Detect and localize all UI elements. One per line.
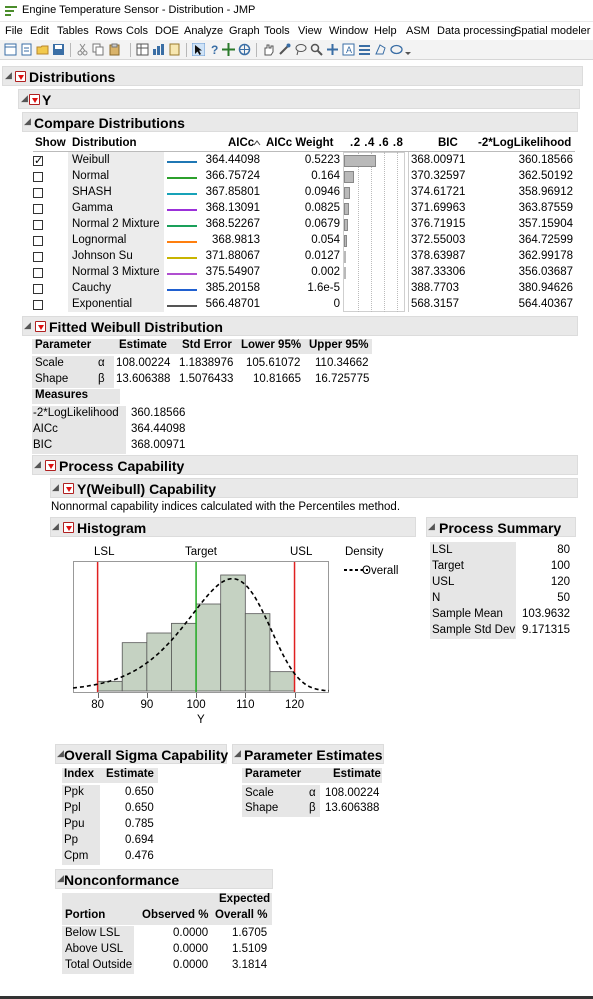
aicc-value: 566.48701	[205, 298, 260, 310]
new-data-table-icon[interactable]	[4, 43, 17, 56]
show-checkbox[interactable]	[33, 204, 43, 214]
sigma-estimate-value: 0.694	[125, 834, 154, 846]
disclosure-icon[interactable]: ◢	[24, 116, 31, 126]
usl-label: USL	[290, 546, 313, 558]
scale-lower95: 105.61072	[246, 357, 301, 369]
legend-overall-label: Overall	[362, 565, 399, 577]
sigma-estimate-value: 0.785	[125, 818, 154, 830]
show-checkbox[interactable]	[33, 300, 43, 310]
col-header-index: Index	[64, 768, 95, 780]
x-tick-label: 90	[140, 699, 154, 711]
lasso-icon[interactable]	[294, 43, 307, 56]
col-header-sigma-estimate: Estimate	[106, 768, 154, 780]
col-header-bic: BIC	[438, 137, 458, 149]
summary-label: N	[432, 592, 441, 604]
nonconf-portion-label: Above USL	[65, 943, 124, 955]
measure-label-aicc: AICc	[33, 423, 58, 435]
menu-graph[interactable]: Graph	[229, 25, 260, 37]
x-tick-mark	[295, 693, 296, 698]
save-icon[interactable]	[52, 43, 65, 56]
weight-grid-line	[358, 152, 359, 312]
disclosure-icon[interactable]: ◢	[57, 873, 64, 883]
aicc-weight-bar	[344, 171, 354, 183]
loglik-value: 362.99178	[518, 250, 573, 262]
histogram-bar	[270, 672, 295, 691]
weight-grid-line	[371, 152, 372, 312]
aicc-weight-bar	[344, 187, 350, 199]
disclosure-icon[interactable]: ◢	[34, 459, 41, 469]
annotate-icon[interactable]	[342, 43, 355, 56]
summary-label: Sample Std Dev	[432, 624, 516, 636]
col-header-loglik: -2*LogLikelihood	[478, 137, 572, 149]
summary-label: Target	[432, 560, 464, 572]
show-checkbox[interactable]	[33, 252, 43, 262]
param-est-scale-label: Scale	[245, 787, 274, 799]
menu-help[interactable]: Help	[374, 25, 397, 37]
col-header-show: Show	[35, 137, 66, 149]
menu-view[interactable]: View	[298, 25, 322, 37]
histogram-bar	[122, 643, 147, 691]
distributions-header[interactable]	[2, 66, 583, 86]
red-triangle-menu-icon[interactable]	[29, 94, 40, 105]
menu-tables[interactable]: Tables	[57, 25, 89, 37]
distribution-name[interactable]: Gamma	[72, 202, 113, 214]
parameter-estimates-title: Parameter Estimates	[244, 747, 383, 763]
summary-value: 100	[550, 560, 570, 572]
lsl-label: LSL	[94, 546, 115, 558]
summary-value: 9.171315	[522, 624, 570, 636]
measure-label-loglik: -2*LogLikelihood	[33, 407, 119, 419]
param-est-shape-label: Shape	[245, 802, 279, 814]
process-summary-header[interactable]	[426, 517, 576, 537]
show-checkbox[interactable]	[33, 284, 43, 294]
selection-tool-icon[interactable]	[222, 43, 235, 56]
col-header-expected: Expected	[219, 893, 271, 905]
measure-label-bic: BIC	[33, 439, 53, 451]
legend-color-swatch	[167, 305, 197, 307]
y-weibull-capability-header[interactable]	[50, 478, 578, 498]
jmp-app-icon	[5, 5, 17, 17]
histogram-bar	[171, 623, 196, 691]
measure-value-bic: 368.00971	[131, 439, 186, 451]
histogram-plot[interactable]	[73, 561, 329, 693]
show-checkbox[interactable]	[33, 172, 43, 182]
toolbar-separator	[70, 43, 71, 57]
param-est-alpha: α	[309, 787, 316, 799]
col-header-lower95: Lower 95%	[241, 339, 302, 351]
overall-sigma-header[interactable]	[55, 744, 227, 764]
menu-edit[interactable]: Edit	[30, 25, 49, 37]
compare-distributions-header[interactable]	[22, 112, 578, 132]
nonconformance-header[interactable]	[55, 869, 273, 889]
distributions-title: Distributions	[29, 69, 116, 85]
sigma-estimate-value: 0.650	[125, 786, 154, 798]
disclosure-icon[interactable]: ◢	[428, 521, 435, 531]
aicc-value: 367.85801	[205, 186, 260, 198]
grabber-hand-icon[interactable]	[262, 43, 275, 56]
disclosure-icon[interactable]: ◢	[234, 748, 241, 758]
aicc-value: 366.75724	[205, 170, 260, 182]
sigma-index-label: Cpm	[64, 850, 89, 862]
plus-tool-icon[interactable]	[326, 43, 339, 56]
summary-value: 103.9632	[522, 608, 570, 620]
new-script-icon[interactable]	[20, 43, 33, 56]
legend-color-swatch	[167, 161, 197, 163]
toolbar-overflow-icon[interactable]	[404, 43, 412, 56]
weight-grid-line	[384, 152, 385, 312]
aicc-weight-value: 0.0946	[304, 186, 340, 198]
sort-ascending-icon[interactable]	[253, 139, 261, 147]
aicc-weight-value: 0.054	[311, 234, 340, 246]
aicc-value: 371.88067	[205, 250, 260, 262]
aicc-value: 375.54907	[205, 266, 260, 278]
disclosure-icon[interactable]: ◢	[52, 482, 59, 492]
bic-value: 370.32597	[411, 170, 466, 182]
legend-color-swatch	[167, 241, 197, 243]
legend-color-swatch	[167, 225, 197, 227]
loglik-value: 362.50192	[518, 170, 573, 182]
aicc-weight-value: 0.5223	[304, 154, 340, 166]
toolbar	[0, 40, 593, 60]
y-title: Y	[42, 92, 52, 108]
bic-value: 387.33306	[411, 266, 466, 278]
aicc-weight-value: 0.0679	[304, 218, 340, 230]
crosshair-icon[interactable]	[238, 43, 251, 56]
aicc-weight-value: 0.164	[311, 170, 340, 182]
col-header-aicc[interactable]: AICc	[228, 137, 255, 149]
loglik-value: 358.96912	[518, 186, 573, 198]
bic-value: 568.3157	[411, 298, 459, 310]
aicc-value: 368.9813	[212, 234, 260, 246]
nonconf-portion-label: Below LSL	[65, 927, 120, 939]
nonconf-observed-value: 0.0000	[173, 959, 209, 971]
toolbar-separator	[186, 43, 187, 57]
red-triangle-menu-icon[interactable]	[63, 522, 74, 533]
window-title: Engine Temperature Sensor - Distribution - JMP	[22, 4, 256, 16]
scale-estimate: 108.00224	[116, 357, 171, 369]
distribution-name[interactable]: Lognormal	[72, 234, 127, 246]
loglik-value: 360.18566	[518, 154, 573, 166]
show-checkbox[interactable]	[33, 156, 43, 166]
loglik-value: 564.40367	[518, 298, 573, 310]
col-header-aicc-weight: AICc Weight	[266, 137, 334, 149]
nonconformance-title: Nonconformance	[64, 872, 180, 888]
menu-cols[interactable]: Cols	[126, 25, 149, 37]
col-header-parameter: Parameter	[35, 339, 92, 351]
nonconf-overall-value: 1.6705	[232, 927, 268, 939]
scale-upper95: 110.34662	[315, 357, 369, 369]
histogram-title: Histogram	[77, 520, 147, 536]
menu-data-processing[interactable]: Data processing	[437, 25, 517, 37]
nonconf-overall-value: 3.1814	[232, 959, 268, 971]
col-header-weight-axis: .2 .4 .6 .8	[350, 137, 404, 149]
aicc-weight-bar	[344, 267, 346, 279]
menu-tools[interactable]: Tools	[264, 25, 290, 37]
summary-label: LSL	[432, 544, 453, 556]
sigma-estimate-value: 0.650	[125, 802, 154, 814]
red-triangle-menu-icon[interactable]	[45, 460, 56, 471]
bic-value: 388.7703	[411, 282, 459, 294]
summary-value: 80	[557, 544, 570, 556]
disclosure-icon[interactable]: ◢	[5, 70, 12, 80]
x-tick-label: 120	[284, 699, 305, 711]
legend-color-swatch	[167, 289, 197, 291]
parameter-estimates-header[interactable]	[232, 744, 384, 764]
beta-symbol: β	[98, 373, 105, 385]
scale-std-error: 1.1838976	[179, 357, 234, 369]
distribution-name[interactable]: Normal 2 Mixture	[72, 218, 160, 230]
copy-icon[interactable]	[92, 43, 105, 56]
menu-spatial-modeler[interactable]: Spatial modeler	[514, 25, 591, 37]
param-scale-label: Scale	[35, 357, 64, 369]
red-triangle-menu-icon[interactable]	[35, 321, 46, 332]
bic-value: 368.00971	[411, 154, 466, 166]
polygon-tool-icon[interactable]	[374, 43, 387, 56]
toolbar-separator	[256, 43, 257, 57]
disclosure-icon[interactable]: ◢	[21, 93, 28, 103]
loglik-value: 364.72599	[518, 234, 573, 246]
x-tick-label: 110	[236, 699, 255, 711]
bic-value: 376.71915	[411, 218, 466, 230]
journal-icon[interactable]	[168, 43, 181, 56]
shape-upper95: 16.725775	[315, 373, 370, 385]
x-tick-label: 100	[186, 699, 206, 711]
col-header-distribution: Distribution	[72, 137, 137, 149]
show-checkbox[interactable]	[33, 220, 43, 230]
aicc-weight-bar	[344, 235, 347, 247]
disclosure-icon[interactable]: ◢	[52, 521, 59, 531]
menu-asm[interactable]: ASM	[406, 25, 430, 37]
col-header-observed: Observed %	[142, 909, 209, 921]
aicc-value: 368.13091	[205, 202, 260, 214]
menu-rows[interactable]: Rows	[95, 25, 123, 37]
legend-color-swatch	[167, 177, 197, 179]
loglik-value: 363.87559	[518, 202, 573, 214]
nonconf-portion-label: Total Outside	[65, 959, 133, 971]
red-triangle-menu-icon[interactable]	[15, 71, 26, 82]
toolbar-separator	[130, 43, 131, 57]
shape-std-error: 1.5076433	[179, 373, 234, 385]
sigma-index-label: Ppu	[64, 818, 85, 830]
overall-sigma-title: Overall Sigma Capability	[64, 747, 229, 763]
alpha-symbol: α	[98, 357, 105, 369]
aicc-weight-bar	[344, 219, 348, 231]
col-header-estimate: Estimate	[119, 339, 167, 351]
nonconf-observed-value: 0.0000	[173, 927, 209, 939]
legend-density-title: Density	[345, 546, 384, 558]
aicc-weight-bar	[344, 203, 349, 215]
show-checkbox[interactable]	[33, 236, 43, 246]
legend-color-swatch	[167, 257, 197, 259]
cut-icon[interactable]	[76, 43, 89, 56]
capability-method-note: Nonnormal capability indices calculated with the Percentiles method.	[51, 501, 401, 513]
summary-label: Sample Mean	[432, 608, 503, 620]
aicc-weight-bar	[344, 251, 346, 263]
measure-value-loglik: 360.18566	[131, 407, 186, 419]
fitted-weibull-header[interactable]	[22, 316, 578, 336]
compare-distributions-title: Compare Distributions	[34, 115, 185, 131]
y-weibull-capability-title: Y(Weibull) Capability	[77, 481, 216, 497]
fitted-weibull-title: Fitted Weibull Distribution	[49, 319, 223, 335]
paste-icon[interactable]	[108, 43, 121, 56]
x-tick-mark	[98, 693, 99, 698]
measure-value-aicc: 364.44098	[131, 423, 186, 435]
histogram-bar	[196, 604, 221, 691]
help-tool-icon[interactable]	[208, 43, 221, 56]
param-est-scale-value: 108.00224	[325, 787, 380, 799]
show-checkbox[interactable]	[33, 268, 43, 278]
y-header[interactable]	[18, 89, 580, 109]
histogram-header[interactable]	[50, 517, 416, 537]
menu-window[interactable]: Window	[329, 25, 369, 37]
nonconf-observed-value: 0.0000	[173, 943, 209, 955]
histogram-bar	[147, 633, 172, 691]
aicc-value: 364.44098	[205, 154, 260, 166]
svg-text:A: A	[346, 45, 353, 55]
menu-doe[interactable]: DOE	[155, 25, 179, 37]
sigma-index-label: Ppk	[64, 786, 84, 798]
legend-color-swatch	[167, 193, 197, 195]
process-capability-header[interactable]	[32, 455, 578, 475]
col-header-std-error: Std Error	[182, 339, 232, 351]
process-summary-title: Process Summary	[439, 520, 562, 536]
col-header-param-estimate: Estimate	[333, 768, 381, 780]
aicc-value: 385.20158	[205, 282, 260, 294]
sigma-estimate-value: 0.476	[125, 850, 154, 862]
distribution-name[interactable]: Normal 3 Mixture	[72, 266, 160, 278]
weight-grid-line	[397, 152, 398, 312]
histogram-bar	[221, 575, 246, 691]
param-est-shape-value: 13.606388	[325, 802, 380, 814]
disclosure-icon[interactable]: ◢	[24, 320, 31, 330]
measures-title: Measures	[35, 389, 89, 401]
show-checkbox[interactable]	[33, 188, 43, 198]
menu-bar	[0, 22, 593, 40]
nonconf-overall-value: 1.5109	[232, 943, 268, 955]
col-header-upper95: Upper 95%	[309, 339, 369, 351]
histogram-bar	[245, 614, 270, 691]
loglik-value: 356.03687	[518, 266, 573, 278]
col-header-portion: Portion	[65, 909, 106, 921]
data-table-list-icon[interactable]	[136, 43, 149, 56]
aicc-weight-value: 0	[333, 298, 340, 310]
shape-estimate: 13.606388	[116, 373, 171, 385]
brush-icon[interactable]	[278, 43, 291, 56]
aicc-weight-value: 0.0825	[304, 202, 340, 214]
legend-color-swatch	[167, 209, 197, 211]
distribution-name[interactable]: Normal	[72, 170, 110, 182]
menu-analyze[interactable]: Analyze	[184, 25, 224, 37]
open-folder-icon[interactable]	[36, 43, 49, 56]
distribution-name[interactable]: SHASH	[72, 186, 112, 198]
col-header-overall: Overall %	[215, 909, 268, 921]
summary-value: 50	[557, 592, 570, 604]
summary-value: 120	[550, 576, 570, 588]
shape-lower95: 10.81665	[253, 373, 301, 385]
sigma-index-label: Pp	[64, 834, 79, 846]
title-bar	[0, 0, 593, 22]
process-capability-title: Process Capability	[59, 458, 185, 474]
bic-value: 372.55003	[411, 234, 466, 246]
col-header-param: Parameter	[245, 768, 302, 780]
target-label: Target	[185, 546, 217, 558]
x-tick-mark	[196, 693, 197, 698]
menu-file[interactable]: File	[5, 25, 23, 37]
bar-chart-icon[interactable]	[152, 43, 165, 56]
line-tool-icon[interactable]	[358, 43, 371, 56]
distribution-name[interactable]: Weibull	[72, 154, 110, 166]
checkmark-icon: ✓	[34, 155, 44, 167]
x-axis-label: Y	[197, 714, 205, 726]
distribution-name[interactable]: Johnson Su	[72, 250, 133, 262]
aicc-weight-value: 1.6e-5	[307, 282, 340, 294]
oval-tool-icon[interactable]	[390, 43, 403, 56]
distribution-name[interactable]: Cauchy	[72, 282, 111, 294]
red-triangle-menu-icon[interactable]	[63, 483, 74, 494]
x-tick-label: 80	[91, 699, 104, 711]
svg-text:?: ?	[211, 43, 219, 56]
bic-value: 371.69963	[411, 202, 466, 214]
loglik-value: 357.15904	[518, 218, 573, 230]
param-est-beta: β	[309, 802, 316, 814]
distribution-name[interactable]: Exponential	[72, 298, 133, 310]
sigma-index-label: Ppl	[64, 802, 81, 814]
x-tick-mark	[147, 693, 148, 698]
bic-value: 378.63987	[411, 250, 466, 262]
aicc-value: 368.52267	[205, 218, 260, 230]
summary-label: USL	[432, 576, 455, 588]
aicc-weight-value: 0.002	[311, 266, 340, 278]
legend-color-swatch	[167, 273, 197, 275]
arrow-tool-icon[interactable]	[192, 43, 205, 56]
magnifier-icon[interactable]	[310, 43, 323, 56]
bic-value: 374.61721	[411, 186, 466, 198]
aicc-weight-value: 0.0127	[304, 250, 340, 262]
disclosure-icon[interactable]: ◢	[57, 748, 64, 758]
param-shape-label: Shape	[35, 373, 69, 385]
column-divider	[408, 152, 409, 312]
loglik-value: 380.94626	[518, 282, 573, 294]
x-tick-mark	[245, 693, 246, 698]
aicc-weight-bar	[344, 155, 376, 167]
